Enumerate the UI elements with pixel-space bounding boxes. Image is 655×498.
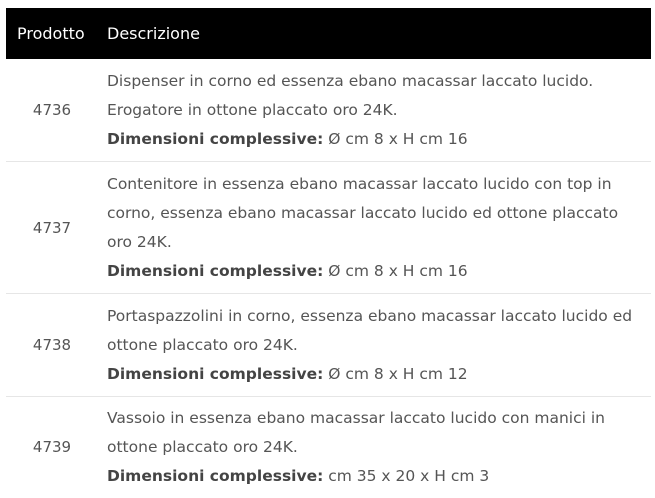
- dimensions-value: Ø cm 8 x H cm 16: [323, 261, 468, 280]
- table-row: [6, 294, 651, 397]
- table-body: [6, 59, 651, 497]
- dimensions: [107, 257, 645, 286]
- dimensions: [107, 125, 645, 154]
- product-table-container: [6, 8, 651, 497]
- product-description: [98, 397, 651, 498]
- product-description: [98, 294, 651, 397]
- dimensions: [107, 360, 645, 389]
- table-row: [6, 59, 651, 162]
- product-code: 4738: [6, 294, 98, 397]
- header-product: Prodotto: [6, 8, 98, 59]
- product-code: 4737: [6, 162, 98, 294]
- dimensions-label: Dimensioni complessive:: [107, 466, 324, 485]
- description-text: Dispenser in corno ed essenza ebano macassar laccato lucido. Erogatore in ottone placcato oro 24K.: [107, 71, 594, 119]
- dimensions-value: Ø cm 8 x H cm 16: [323, 129, 468, 148]
- dimensions-value: cm 35 x 20 x H cm 3: [323, 466, 490, 485]
- dimensions-value: Ø cm 8 x H cm 12: [323, 364, 468, 383]
- description-text: Portaspazzolini in corno, essenza ebano macassar laccato lucido ed ottone placcato oro 24K.: [107, 306, 633, 354]
- dimensions-label: Dimensioni complessive:: [107, 364, 324, 383]
- product-description: [98, 162, 651, 294]
- description-text: Vassoio in essenza ebano macassar laccato lucido con manici in ottone placcato oro 24K.: [107, 408, 605, 456]
- table-row: [6, 397, 651, 498]
- product-table: [6, 8, 651, 497]
- description-text: Contenitore in essenza ebano macassar laccato lucido con top in corno, essenza ebano macassar laccato lucido ed ottone placcato oro 24K.: [107, 174, 619, 251]
- product-description: [98, 59, 651, 162]
- header-description: Descrizione: [98, 8, 651, 59]
- header-row: [6, 8, 651, 59]
- dimensions-label: Dimensioni complessive:: [107, 261, 324, 280]
- dimensions-label: Dimensioni complessive:: [107, 129, 324, 148]
- product-code: 4739: [32, 438, 72, 456]
- table-header: [6, 8, 651, 59]
- dimensions: [107, 462, 645, 491]
- product-code: 4736: [6, 59, 98, 162]
- table-row: [6, 162, 651, 294]
